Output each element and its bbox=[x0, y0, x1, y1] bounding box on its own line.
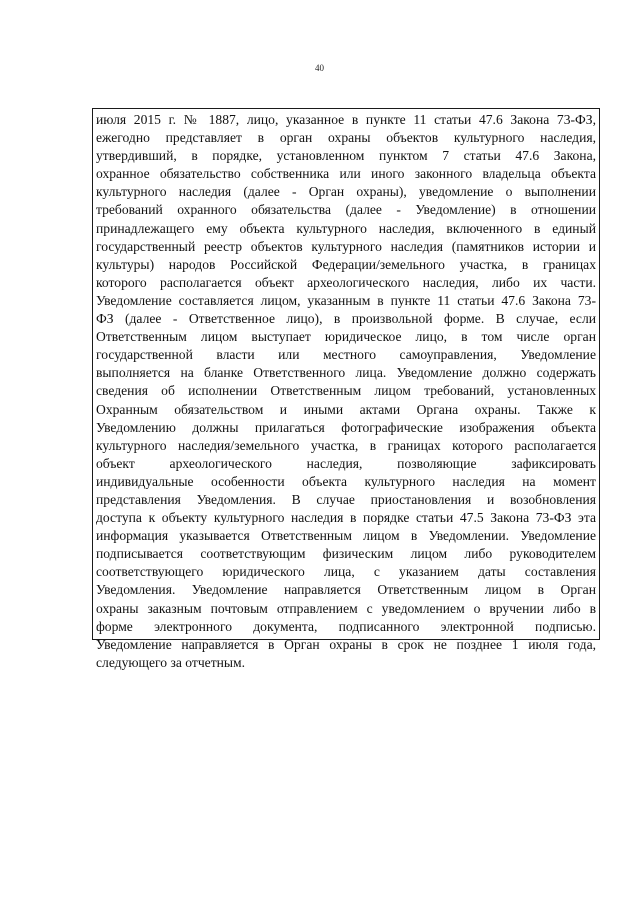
text-line: следующего за отчетным. bbox=[96, 654, 246, 670]
text-line: утвердивший, в порядке, установленном пунктом 7 статьи 47.6 Закона, bbox=[96, 148, 596, 164]
text-line: культуры) народов Российской Федерации/земельного участка, в границах bbox=[96, 256, 596, 272]
text-line: ФЗ (далее - Ответственное лицо), в произвольной форме. В случае, если bbox=[96, 311, 596, 327]
text-line: культурного наследия (далее - Орган охраны), уведомление о выполнении bbox=[96, 184, 596, 200]
text-line: государственной власти или местного самоуправления, Уведомление bbox=[96, 347, 596, 363]
text-line: Ответственным лицом выступает юридическое лицо, в том числе орган bbox=[96, 329, 596, 345]
text-line: государственный реестр объектов культурного наследия (памятников истории и bbox=[96, 238, 596, 254]
text-line: Охранным обязательством и иными актами Органа охраны. Также к bbox=[96, 401, 596, 417]
text-line: подписывается соответствующим физическим лицом либо руководителем bbox=[96, 546, 596, 562]
text-line: объект археологического наследия, позволяющие зафиксировать bbox=[96, 455, 596, 471]
text-line: требований охранного обязательства (далее - Уведомление) в отношении bbox=[96, 202, 596, 218]
text-line: июля 2015 г. № 1887, лицо, указанное в пункте 11 статьи 47.6 Закона 73-ФЗ, bbox=[96, 112, 596, 127]
text-line: культурного наследия/земельного участка, в границах которого располагается bbox=[96, 437, 596, 453]
text-line: представления Уведомления. В случае приостановления и возобновления bbox=[96, 491, 596, 507]
text-line: Уведомление направляется в Орган охраны в срок не позднее 1 июля года, bbox=[96, 636, 596, 652]
page-number: 40 bbox=[315, 63, 324, 73]
text-line: Уведомление составляется лицом, указанным в пункте 11 статьи 47.6 Закона 73- bbox=[96, 292, 596, 308]
text-line: Уведомлению должны прилагаться фотографические изображения объекта bbox=[96, 419, 596, 435]
text-line: которого располагается объект археологического наследия, либо их части. bbox=[96, 274, 596, 290]
document-text-box bbox=[92, 108, 600, 670]
text-line: охранное обязательство собственника или иного законного владельца объекта bbox=[96, 166, 596, 182]
text-line: принадлежащего ему объекта культурного наследия, включенного в единый bbox=[96, 220, 596, 236]
text-line: форме электронного документа, подписанного электронной подписью. bbox=[96, 618, 596, 634]
text-line: Уведомления. Уведомление направляется Ответственным лицом в Орган bbox=[96, 582, 596, 598]
text-line: сведения об исполнении Ответственным лицом требований, установленных bbox=[96, 383, 596, 399]
text-line: охраны заказным почтовым отправлением с уведомлением о вручении либо в bbox=[96, 600, 596, 616]
text-line: выполняется на бланке Ответственного лица. Уведомление должно содержать bbox=[96, 365, 596, 381]
text-line: информация указывается Ответственным лицом в Уведомлении. Уведомление bbox=[96, 528, 596, 544]
text-line: индивидуальные особенности объекта культурного наследия на момент bbox=[96, 473, 596, 489]
text-line: доступа к объекту культурного наследия в порядке статьи 47.5 Закона 73-ФЗ эта bbox=[96, 510, 596, 526]
text-line: ежегодно представляет в орган охраны объектов культурного наследия, bbox=[96, 130, 596, 146]
text-line: соответствующего юридического лица, с указанием даты составления bbox=[96, 564, 596, 580]
